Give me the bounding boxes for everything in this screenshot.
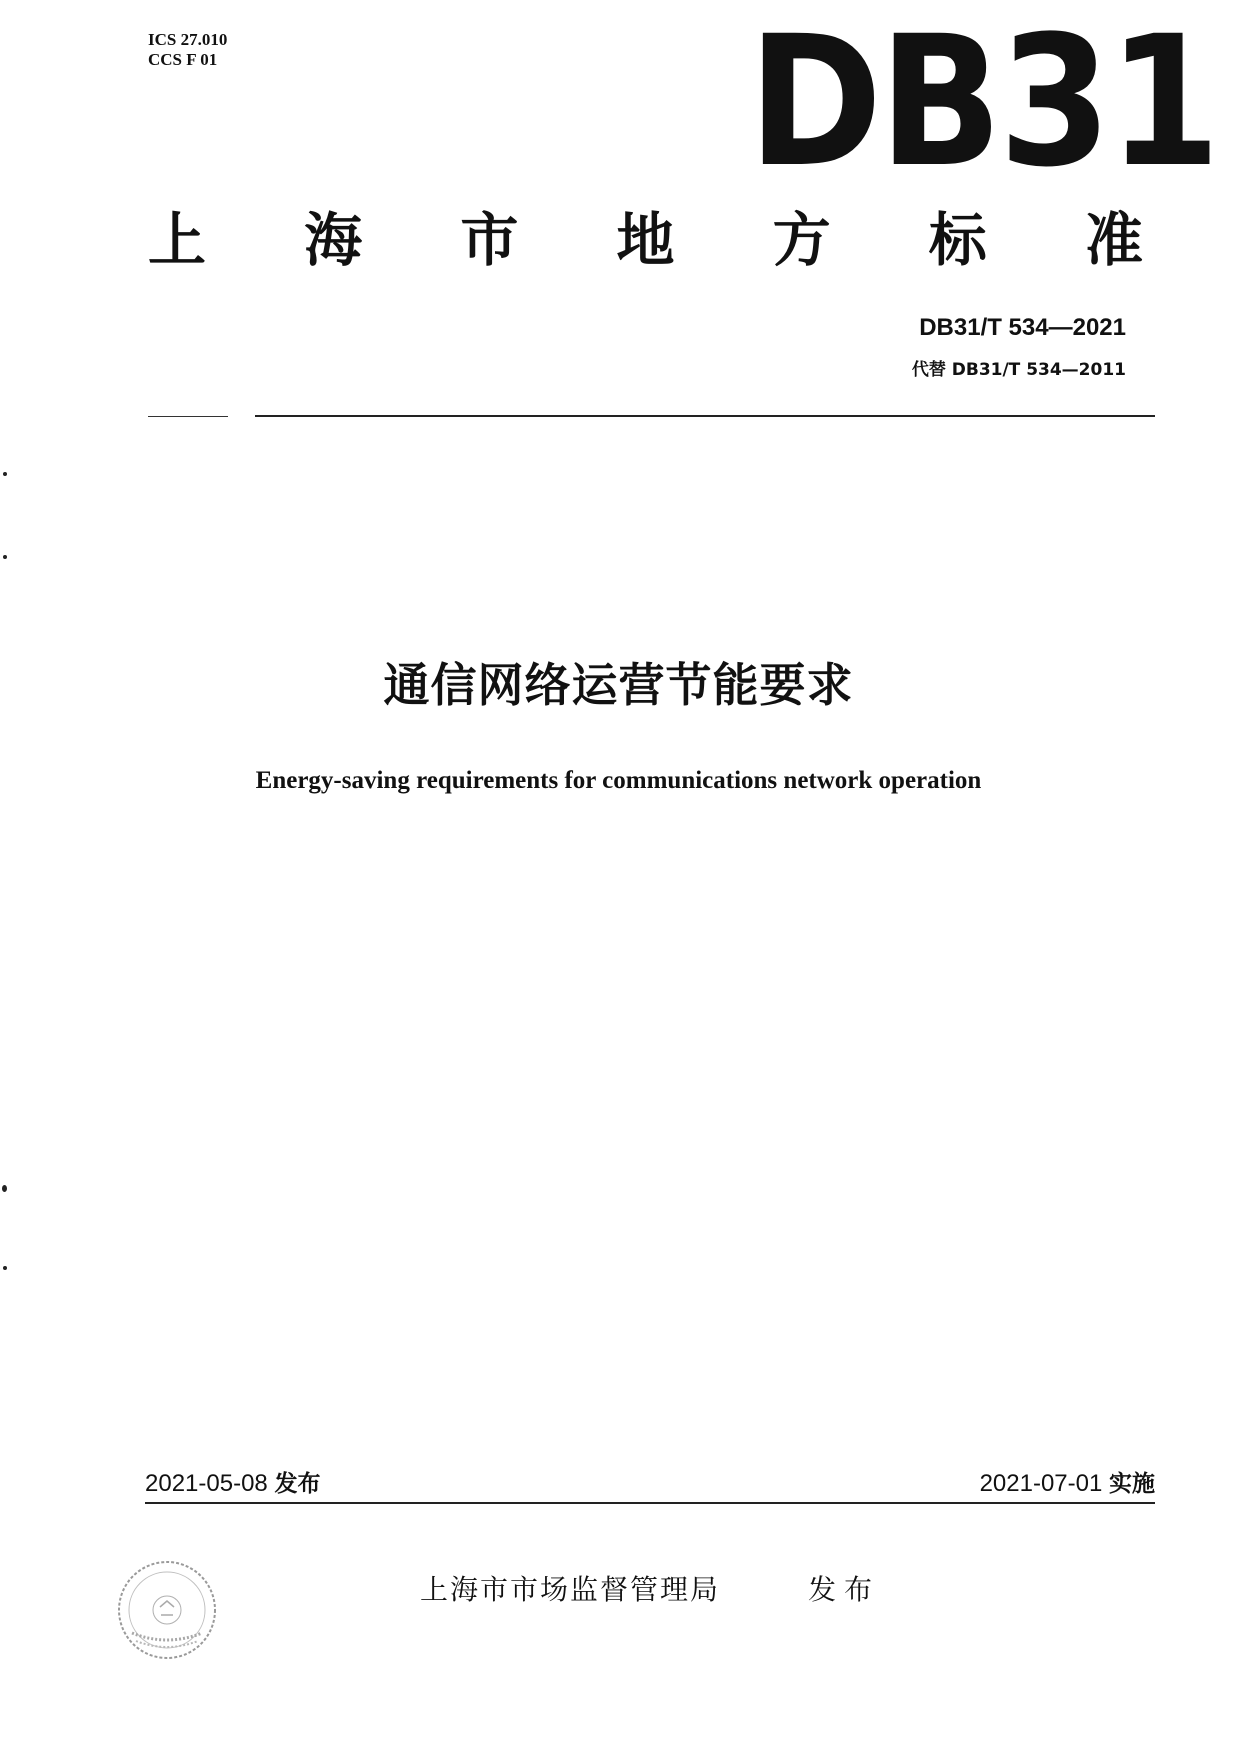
ics-code: ICS 27.010 [148,30,228,49]
document-title-en: Energy-saving requirements for communications network operation [255,767,982,794]
standard-type-heading [148,205,1143,275]
implement-date-value: 2021-07-01 [979,1470,1103,1497]
scan-speck [3,555,7,559]
implement-date-label: 实施 [1109,1471,1155,1497]
db31-logo: DB31 [748,0,1217,207]
seal-stamp-icon [112,1555,222,1665]
standard-type-char: 准 [1084,206,1143,274]
publisher-verb: 发布 [808,1573,881,1606]
document-title-zh: 通信网络运营节能要求 [383,658,854,712]
header-rule [255,415,1155,417]
implement-date [980,1465,1155,1498]
standard-type-char: 海 [304,206,363,274]
scan-speck [3,472,7,476]
scan-speck [2,1185,7,1192]
issue-date-label: 发布 [274,1471,321,1497]
publisher-name: 上海市市场监督管理局 [420,1573,721,1606]
footer-rule [145,1502,1155,1504]
standard-type-char: 上 [148,206,207,274]
standard-number: DB31/T 534—2021 [919,314,1126,341]
ccs-code: CCS F 01 [148,50,218,69]
standard-type-char: 标 [928,206,987,274]
replaces-standard: 代替 DB31/T 534—2011 [911,360,1126,380]
scan-speck [3,1266,7,1270]
issue-date [145,1465,320,1498]
standard-type-char: 市 [460,206,519,274]
header-rule-short [148,416,228,417]
classification-codes [148,30,227,70]
standard-type-char: 方 [772,206,831,274]
standard-type-char: 地 [616,206,675,274]
issue-date-value: 2021-05-08 [145,1470,268,1497]
